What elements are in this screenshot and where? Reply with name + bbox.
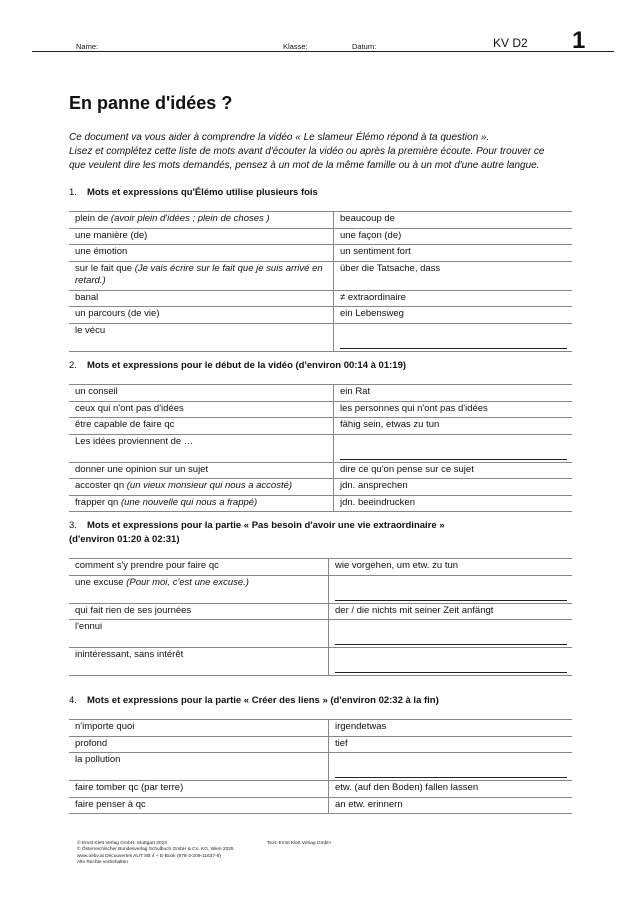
meaning-cell [329, 736, 573, 753]
section-number: 2. [69, 360, 77, 371]
term-cell [69, 434, 334, 462]
table-row [69, 603, 572, 620]
term-text: un conseil [75, 386, 118, 397]
intro-line: Ce document va vous aider à comprendre la vidéo « Le slameur Élémo répond à ta question ». [69, 132, 490, 143]
term-text: sur le fait que [75, 262, 133, 274]
section-heading [69, 519, 569, 547]
table-row [69, 720, 572, 737]
meaning-cell [334, 462, 573, 479]
vocab-table [69, 211, 572, 352]
term-text: profond [75, 737, 108, 749]
meaning-cell [334, 479, 573, 496]
footer-copyright [77, 841, 234, 867]
term-text: une manière (de) [75, 229, 148, 241]
meaning-text: un sentiment fort [340, 246, 411, 257]
meaning-cell [334, 385, 573, 402]
term-cell [69, 228, 334, 245]
meaning-text: ≠ extraordinaire [340, 291, 406, 303]
meaning-cell [334, 307, 573, 324]
meaning-cell[interactable] [329, 753, 573, 781]
term-text: une émotion [75, 246, 128, 257]
meaning-cell[interactable] [334, 434, 573, 462]
table-row [69, 495, 572, 512]
table-row [69, 434, 572, 462]
term-text: faire tomber qc (par terre) [75, 782, 184, 793]
term-text: plein de [75, 213, 109, 224]
term-example: (Je vais écrire sur le fait que je suis arrivé en retard.) [75, 262, 323, 286]
term-text: n'importe quoi [75, 721, 135, 732]
term-example: (un vieux monsieur qui nous a accosté) [126, 480, 293, 491]
table-row [69, 462, 572, 479]
answer-blank-line[interactable] [335, 589, 567, 601]
answer-blank-line[interactable] [335, 766, 567, 778]
meaning-text: jdn. beeindrucken [340, 496, 415, 508]
header-rule [32, 51, 614, 52]
term-cell [69, 603, 329, 620]
meaning-text: ein Rat [340, 386, 371, 397]
term-text: qui fait rien de ses journées [75, 604, 192, 616]
table-row [69, 559, 572, 576]
section-number: 1. [69, 187, 77, 198]
section-title: Mots et expressions qu'Élémo utilise plusieurs fois [87, 187, 318, 198]
term-cell [69, 575, 329, 603]
table-row [69, 212, 572, 229]
footer-text-credit: Text: Ernst Klett Verlag GmbH [267, 841, 331, 846]
term-text: donner une opinion sur un sujet [75, 463, 209, 475]
term-text: l'ennui [75, 621, 103, 632]
term-text: comment s'y prendre pour faire qc [75, 560, 219, 571]
term-cell [69, 261, 334, 290]
section-title-line2: (d'environ 01:20 à 02:31) [69, 534, 180, 545]
meaning-cell[interactable] [334, 323, 573, 351]
vocab-table [69, 384, 572, 512]
term-text: inintéressant, sans intérêt [75, 649, 184, 660]
meaning-cell [334, 418, 573, 435]
section-number: 3. [69, 520, 77, 531]
meaning-text: ein Lebensweg [340, 308, 404, 319]
term-example: (avoir plein d'idées ; plein de choses ) [110, 213, 270, 224]
meaning-cell [334, 401, 573, 418]
term-text: le vécu [75, 324, 106, 336]
table-row [69, 323, 572, 351]
footer-line: © Ernst Klett Verlag GmbH, Stuttgart 2023 [77, 841, 167, 846]
meaning-text: etw. (auf den Boden) fallen lassen [335, 782, 479, 793]
table-row [69, 385, 572, 402]
table-row [69, 479, 572, 496]
meaning-cell[interactable] [329, 620, 573, 648]
footer-line: www.oebv.at Découvertes AUT SB 4 + E-Book (978-3-209-11637-6) [77, 853, 221, 859]
answer-blank-line[interactable] [340, 448, 567, 460]
term-cell [69, 323, 334, 351]
intro-line: que veulent dire les mots demandés, pensez à un mot de la même famille ou à un mot d'une autre langue. [69, 160, 540, 171]
term-cell [69, 462, 334, 479]
meaning-cell [334, 228, 573, 245]
term-text: faire penser à qc [75, 798, 146, 810]
meaning-text: wie vorgehen, um etw. zu tun [335, 560, 459, 571]
meaning-text: dire ce qu'on pense sur ce sujet [340, 463, 474, 475]
meaning-cell [334, 212, 573, 229]
term-cell [69, 720, 329, 737]
meaning-text: une façon (de) [340, 229, 402, 241]
intro-text [69, 131, 569, 173]
answer-blank-line[interactable] [335, 633, 567, 645]
term-text: accoster qn [75, 480, 125, 491]
meaning-cell [329, 797, 573, 814]
meaning-cell [329, 559, 573, 576]
term-cell [69, 559, 329, 576]
term-cell [69, 418, 334, 435]
table-row [69, 753, 572, 781]
term-cell [69, 212, 334, 229]
meaning-text: an etw. erinnern [335, 798, 403, 810]
term-cell [69, 290, 334, 307]
table-row [69, 648, 572, 676]
answer-blank-line[interactable] [340, 337, 567, 349]
table-row [69, 290, 572, 307]
term-text: ceux qui n'ont pas d'idées [75, 402, 184, 414]
term-text: un parcours (de vie) [75, 308, 160, 319]
table-row [69, 781, 572, 798]
date-label: Datum: [352, 42, 377, 51]
meaning-text: der / die nichts mit seiner Zeit anfängt [335, 604, 494, 616]
term-cell [69, 479, 334, 496]
term-cell [69, 385, 334, 402]
section-heading [69, 694, 569, 708]
footer-line: © Österreichischer Bundesverlag Schulbuch GmbH & Co. KG, Wien 2025 [77, 847, 234, 853]
term-cell [69, 620, 329, 648]
table-row [69, 797, 572, 814]
table-row [69, 307, 572, 324]
meaning-cell [329, 781, 573, 798]
term-cell [69, 781, 329, 798]
meaning-cell [334, 261, 573, 290]
term-cell [69, 245, 334, 262]
worksheet-code: KV D2 [493, 36, 528, 50]
term-text: être capable de faire qc [75, 419, 175, 430]
section-heading [69, 359, 569, 373]
section-title: Mots et expressions pour la partie « Créer des liens » (d'environ 02:32 à la fin) [87, 695, 439, 706]
page-number: 1 [572, 27, 586, 54]
section-title: Mots et expressions pour le début de la vidéo (d'environ 00:14 à 01:19) [87, 360, 407, 371]
section-title: Mots et expressions pour la partie « Pas besoin d'avoir une vie extraordinaire » [87, 520, 445, 531]
table-row [69, 261, 572, 290]
table-row [69, 245, 572, 262]
term-example: (Pour moi, c'est une excuse.) [126, 576, 249, 588]
meaning-text: irgendetwas [335, 721, 387, 732]
term-cell [69, 401, 334, 418]
term-text: banal [75, 291, 99, 303]
answer-blank-line[interactable] [335, 661, 567, 673]
name-label: Name: [76, 42, 99, 51]
term-text: frapper qn [75, 496, 119, 508]
meaning-text: über die Tatsache, dass [340, 262, 441, 274]
term-cell [69, 797, 329, 814]
class-label: Klasse: [283, 42, 308, 51]
section-number: 4. [69, 695, 77, 706]
table-row [69, 228, 572, 245]
meaning-cell [329, 603, 573, 620]
meaning-cell [334, 495, 573, 512]
meaning-cell [329, 720, 573, 737]
term-example: (une nouvelle qui nous a frappé) [120, 496, 258, 508]
term-cell [69, 495, 334, 512]
page-header [0, 0, 640, 52]
term-cell [69, 307, 334, 324]
section-heading [69, 186, 569, 200]
meaning-cell [334, 245, 573, 262]
term-text: Les idées proviennent de … [75, 435, 194, 447]
vocab-table [69, 558, 572, 676]
table-row [69, 575, 572, 603]
term-cell [69, 736, 329, 753]
table-row [69, 418, 572, 435]
meaning-cell[interactable] [329, 648, 573, 676]
table-row [69, 736, 572, 753]
table-row [69, 401, 572, 418]
footer-line: Alle Rechte vorbehalten [77, 860, 128, 866]
table-row [69, 620, 572, 648]
term-cell [69, 648, 329, 676]
meaning-text: jdn. ansprechen [340, 480, 408, 491]
meaning-cell [334, 290, 573, 307]
term-cell [69, 753, 329, 781]
meaning-text: beaucoup de [340, 213, 395, 224]
meaning-text: tief [335, 737, 348, 749]
term-text: une excuse [75, 576, 124, 588]
vocab-table [69, 719, 572, 814]
term-text: la pollution [75, 754, 121, 765]
meaning-text: les personnes qui n'ont pas d'idées [340, 402, 488, 414]
meaning-cell[interactable] [329, 575, 573, 603]
page-title: En panne d'idées ? [69, 93, 233, 113]
intro-line: Lisez et complétez cette liste de mots avant d'écouter la vidéo ou après la première écoute. Pour trouver ce [69, 146, 545, 157]
meaning-text: fähig sein, etwas zu tun [340, 419, 440, 430]
